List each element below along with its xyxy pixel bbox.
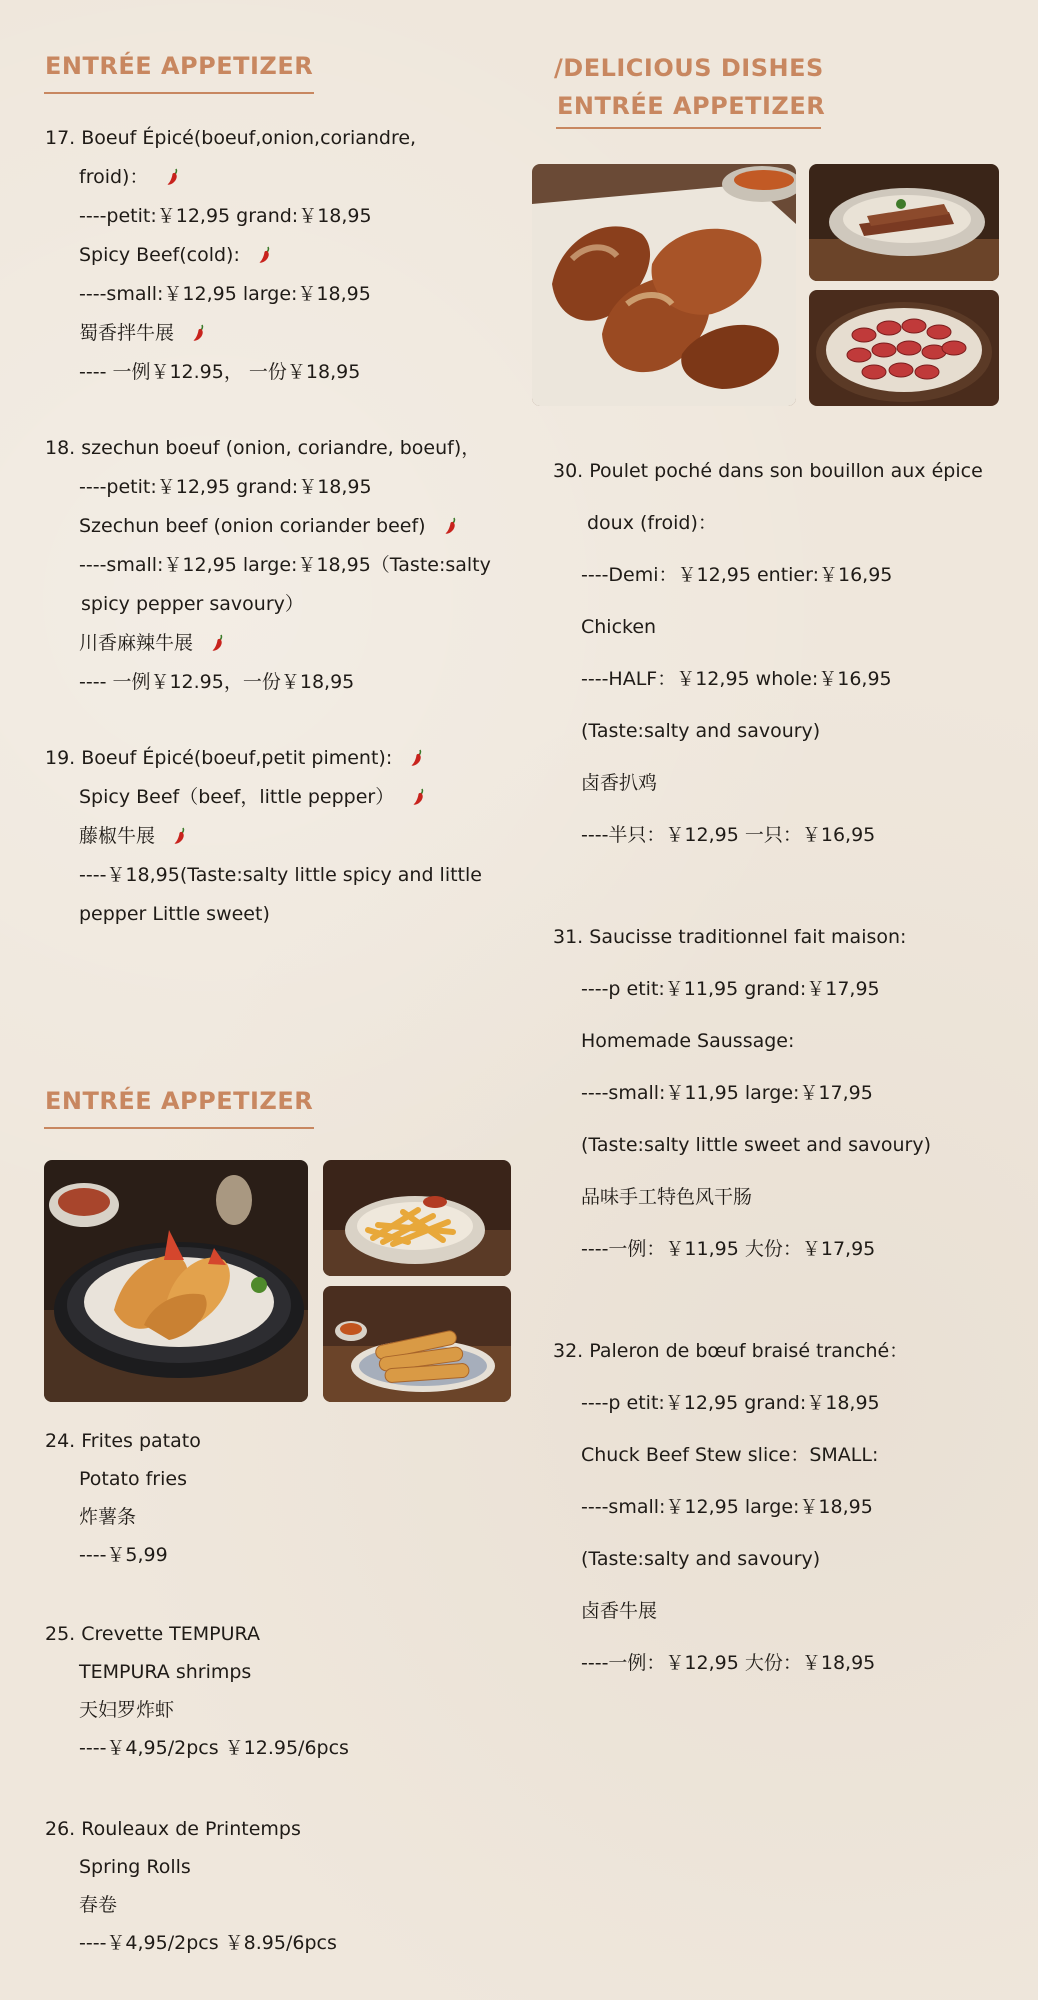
item-name-zh: 川香麻辣牛展: [45, 624, 491, 663]
item-price: ----￥18,95(Taste:salty little spicy and little: [79, 864, 482, 886]
item-price-zh: ----一例：￥12,95 大份：￥18,95: [581, 1652, 876, 1674]
item-name-en: Chuck Beef Stew slice：SMALL:: [581, 1444, 879, 1466]
heading-underline: [44, 92, 314, 94]
item-name-en: TEMPURA shrimps: [79, 1661, 252, 1683]
section-heading-appetizer-2: ENTRÉE APPETIZER: [45, 1087, 314, 1115]
item-price-en: ----HALF：￥12,95 whole:￥16,95: [581, 668, 892, 690]
item-price-zh: ----一例：￥11,95 大份：￥17,95: [581, 1238, 876, 1260]
item-name-en: Spring Rolls: [79, 1856, 191, 1878]
item-title-cont: froid)：: [45, 158, 416, 197]
item-title: 19. Boeuf Épicé(boeuf,petit piment):: [45, 739, 482, 778]
menu-item-24: [45, 1422, 201, 1574]
section-heading-appetizer-1: ENTRÉE APPETIZER: [45, 52, 314, 80]
potato-fries-photo: [323, 1160, 511, 1276]
item-title: 25. Crevette TEMPURA: [45, 1623, 260, 1645]
menu-item-17: [45, 119, 416, 392]
item-name-zh: 天妇罗炸虾: [79, 1699, 175, 1721]
item-title: 18. szechun boeuf (onion, coriandre, boeuf)，: [45, 437, 481, 459]
item-title: 30. Poulet poché dans son bouillon aux épice: [553, 460, 983, 482]
menu-item-31: [553, 911, 931, 1275]
item-title-cont: doux (froid)：: [587, 512, 717, 534]
item-taste: spicy pepper savoury）: [81, 593, 304, 615]
chili-pepper-icon: [192, 324, 206, 342]
menu-item-25: [45, 1615, 349, 1767]
chili-pepper-icon: [412, 788, 426, 806]
chili-pepper-icon: [173, 827, 187, 845]
menu-item-32: [553, 1325, 908, 1689]
item-name-en: Chicken: [581, 616, 657, 638]
item-title: 32. Paleron de bœuf braisé tranché：: [553, 1340, 909, 1362]
item-price-fr: ----p etit:￥11,95 grand:￥17,95: [581, 978, 880, 1000]
spring-rolls-photo: [323, 1286, 511, 1402]
item-price-zh: ---- 一例￥12.95，一份￥18,95: [79, 671, 355, 693]
item-price-zh: ---- 一例￥12.95， 一份￥18,95: [79, 361, 361, 383]
item-taste: (Taste:salty and savoury): [581, 1548, 821, 1570]
item-price-fr: ----p etit:￥12,95 grand:￥18,95: [581, 1392, 880, 1414]
chili-pepper-icon: [166, 168, 180, 186]
item-price-fr: ----petit:￥12,95 grand:￥18,95: [79, 205, 372, 227]
homemade-sausage-photo: [809, 290, 999, 406]
item-price-en: ----small:￥11,95 large:￥17,95: [581, 1082, 873, 1104]
item-price-en: ----small:￥12,95 large:￥18,95: [79, 283, 371, 305]
item-name-en: Homemade Saussage:: [581, 1030, 795, 1052]
chili-pepper-icon: [258, 246, 272, 264]
item-price-zh: ----半只：￥12,95 一只：￥16,95: [581, 824, 876, 846]
section-heading-appetizer-3: ENTRÉE APPETIZER: [557, 92, 826, 120]
item-title: 17. Boeuf Épicé(boeuf,onion,coriandre,: [45, 127, 417, 149]
item-title: 26. Rouleaux de Printemps: [45, 1818, 301, 1840]
item-name-en: Spicy Beef(cold):: [45, 236, 416, 275]
item-taste: (Taste:salty little sweet and savoury): [581, 1134, 931, 1156]
heading-underline: [556, 127, 821, 129]
menu-item-26: [45, 1810, 337, 1962]
menu-item-30: [553, 445, 983, 861]
chili-pepper-icon: [444, 517, 458, 535]
item-title: 31. Saucisse traditionnel fait maison:: [553, 926, 907, 948]
item-name-zh: 炸薯条: [79, 1506, 137, 1528]
item-price-en: ----small:￥12,95 large:￥18,95: [581, 1496, 873, 1518]
chili-pepper-icon: [410, 749, 424, 767]
item-name-zh: 蜀香拌牛展: [45, 314, 416, 353]
item-title: 24. Frites patato: [45, 1430, 201, 1452]
fried-shrimp-photo: [44, 1160, 308, 1402]
roast-chicken-photo: [532, 164, 796, 406]
item-name-zh: 春卷: [79, 1894, 118, 1916]
item-name-zh: 卤香扒鸡: [581, 772, 658, 794]
item-name-en: Szechun beef (onion coriander beef): [45, 507, 491, 546]
item-name-zh: 品味手工特色风干肠: [581, 1186, 753, 1208]
item-price: ----￥4,95/2pcs ￥12.95/6pcs: [79, 1737, 349, 1759]
chuck-beef-photo: [809, 164, 999, 281]
item-price: ----￥5,99: [79, 1544, 168, 1566]
item-name-zh: 卤香牛展: [581, 1600, 658, 1622]
item-name-zh: 藤椒牛展: [45, 817, 482, 856]
menu-item-18: [45, 429, 491, 702]
item-taste: (Taste:salty and savoury): [581, 720, 821, 742]
item-price-fr: ----petit:￥12,95 grand:￥18,95: [79, 476, 372, 498]
section-heading-delicious-dishes: /DELICIOUS DISHES: [554, 54, 824, 82]
heading-underline: [44, 1127, 314, 1129]
item-taste: pepper Little sweet): [79, 903, 270, 925]
item-price: ----￥4,95/2pcs ￥8.95/6pcs: [79, 1932, 337, 1954]
item-price-fr: ----Demi：￥12,95 entier:￥16,95: [581, 564, 893, 586]
item-name-en: Spicy Beef（beef，little pepper）: [45, 778, 482, 817]
menu-item-19: [45, 739, 482, 934]
chili-pepper-icon: [211, 634, 225, 652]
item-name-en: Potato fries: [79, 1468, 187, 1490]
item-price-en: ----small:￥12,95 large:￥18,95（Taste:salty: [79, 554, 491, 576]
